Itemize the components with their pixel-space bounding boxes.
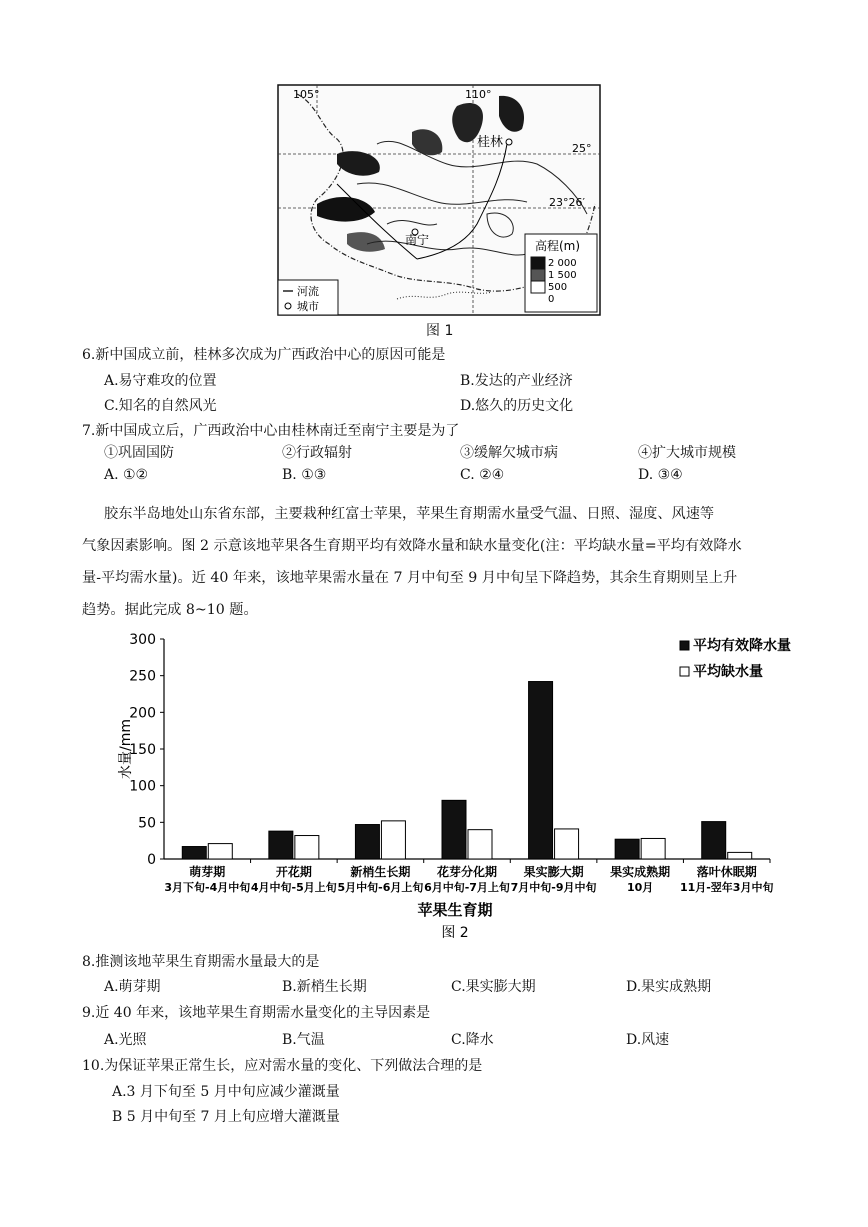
question-10-stem: 10.为保证苹果正常生长，应对需水量的变化、下列做法合理的是 bbox=[82, 1058, 483, 1074]
bar-effective-precipitation bbox=[269, 831, 293, 859]
x-tick-label-period: 10月 bbox=[626, 881, 654, 894]
bar-effective-precipitation bbox=[529, 682, 553, 859]
elevation-legend bbox=[525, 234, 597, 312]
bar-effective-precipitation bbox=[442, 800, 466, 859]
bar-water-deficit bbox=[468, 830, 492, 859]
intro-line-1: 胶东半岛地处山东省东部，主要栽种红富士苹果，苹果生育期需水量受气温、日照、湿度、风速等 bbox=[104, 506, 715, 522]
y-tick-label: 250 bbox=[129, 668, 156, 685]
question-7-stem: 7.新中国成立后，广西政治中心由桂林南迁至南宁主要是为了 bbox=[82, 423, 460, 439]
y-tick-label: 200 bbox=[129, 705, 156, 722]
x-tick-label-stage: 果实膨大期 bbox=[523, 865, 584, 879]
legend-level-500: 500 bbox=[548, 282, 568, 293]
y-tick-label: 100 bbox=[129, 778, 156, 795]
bar-effective-precipitation bbox=[702, 822, 726, 859]
bar-water-deficit bbox=[295, 836, 319, 859]
q7-item-2: ②行政辐射 bbox=[282, 445, 352, 461]
q7-option-b: B. ①③ bbox=[282, 467, 327, 483]
x-axis-label: 苹果生育期 bbox=[417, 901, 493, 919]
q6-option-a: A.易守难攻的位置 bbox=[104, 373, 217, 389]
lat-25-label: 25° bbox=[572, 142, 592, 155]
legend-title: 高程(m) bbox=[535, 239, 581, 253]
q7-option-d: D. ③④ bbox=[638, 467, 683, 483]
x-tick-label-stage: 新梢生长期 bbox=[350, 865, 411, 879]
lat-23-label: 23°26′ bbox=[549, 196, 585, 209]
y-tick-label: 150 bbox=[129, 742, 156, 758]
q7-item-1: ①巩固国防 bbox=[104, 445, 174, 461]
legend-label: 平均缺水量 bbox=[693, 664, 763, 680]
x-tick-label-stage: 落叶休眠期 bbox=[696, 865, 757, 879]
bar-effective-precipitation bbox=[355, 825, 379, 859]
y-tick-label: 50 bbox=[138, 815, 156, 832]
legend-label: 平均有效降水量 bbox=[693, 638, 791, 654]
x-tick-label-period: 4月中旬-5月上旬 bbox=[250, 881, 337, 894]
figure-1-caption: 图 1 bbox=[426, 323, 454, 339]
figure-2-caption: 图 2 bbox=[441, 925, 469, 941]
q9-option-d: D.风速 bbox=[626, 1032, 670, 1048]
question-9-stem: 9.近 40 年来，该地苹果生育期需水量变化的主导因素是 bbox=[82, 1005, 431, 1021]
question-6-stem: 6.新中国成立前，桂林多次成为广西政治中心的原因可能是 bbox=[82, 347, 446, 363]
q7-item-3: ③缓解欠城市病 bbox=[460, 445, 558, 461]
bar-water-deficit bbox=[641, 838, 665, 859]
q10-option-a: A.3 月下旬至 5 月中旬应减少灌溉量 bbox=[112, 1084, 340, 1100]
x-tick-label-period: 11月-翌年3月中旬 bbox=[679, 881, 774, 894]
q6-option-d: D.悠久的历史文化 bbox=[460, 398, 574, 414]
x-tick-label-period: 5月中旬-6月上旬 bbox=[337, 881, 424, 894]
bar-water-deficit bbox=[728, 852, 752, 859]
y-tick-label: 0 bbox=[147, 852, 156, 868]
city-guilin-label: 桂林 bbox=[477, 135, 504, 150]
q8-option-b: B.新梢生长期 bbox=[282, 979, 367, 995]
lon-105-label: 105° bbox=[293, 88, 320, 101]
q7-option-c: C. ②④ bbox=[460, 467, 505, 483]
legend-swatch bbox=[680, 667, 689, 676]
x-tick-label-stage: 萌芽期 bbox=[189, 865, 226, 879]
q6-option-b: B.发达的产业经济 bbox=[460, 373, 573, 389]
figure-1-map bbox=[277, 84, 601, 316]
q9-option-a: A.光照 bbox=[104, 1032, 147, 1048]
lon-110-label: 110° bbox=[465, 88, 492, 101]
q6-option-c: C.知名的自然风光 bbox=[104, 398, 217, 414]
legend-city: 城市 bbox=[297, 300, 319, 313]
city-nanning-label: 南宁 bbox=[405, 233, 430, 247]
bar-effective-precipitation bbox=[615, 839, 639, 859]
legend-level-2000: 2 000 bbox=[548, 258, 577, 269]
q8-option-c: C.果实膨大期 bbox=[451, 979, 536, 995]
legend-swatch bbox=[680, 641, 689, 650]
q9-option-c: C.降水 bbox=[451, 1032, 494, 1048]
y-tick-label: 300 bbox=[129, 632, 156, 648]
q10-option-b: B 5 月中旬至 7 月上旬应增大灌溉量 bbox=[112, 1109, 340, 1125]
bar-water-deficit bbox=[208, 844, 232, 859]
symbol-legend bbox=[278, 280, 338, 315]
q7-item-4: ④扩大城市规模 bbox=[638, 445, 736, 461]
legend-river: 河流 bbox=[297, 285, 319, 298]
bar-water-deficit bbox=[381, 821, 405, 859]
legend-level-0: 0 bbox=[548, 294, 555, 305]
y-axis-label: 水量/mm bbox=[118, 719, 134, 779]
question-8-stem: 8.推测该地苹果生育期需水量最大的是 bbox=[82, 954, 320, 970]
q9-option-b: B.气温 bbox=[282, 1032, 325, 1048]
x-tick-label-stage: 果实成熟期 bbox=[610, 865, 671, 879]
intro-line-2: 气象因素影响。图 2 示意该地苹果各生育期平均有效降水量和缺水量变化(注：平均缺水量=平均有效降水 bbox=[82, 538, 742, 554]
x-tick-label-period: 7月中旬-9月中旬 bbox=[510, 881, 597, 894]
intro-line-3: 量-平均需水量)。近 40 年来，该地苹果需水量在 7 月中旬至 9 月中旬呈下降趋势，其余生育期则呈上升 bbox=[82, 570, 738, 586]
figure-2-chart bbox=[100, 628, 820, 948]
intro-line-4: 趋势。据此完成 8~10 题。 bbox=[82, 602, 258, 618]
x-tick-label-stage: 开花期 bbox=[275, 865, 312, 879]
x-tick-label-period: 6月中旬-7月上旬 bbox=[424, 881, 510, 894]
x-tick-label-period: 3月下旬-4月中旬 bbox=[164, 881, 251, 894]
x-tick-label-stage: 花芽分化期 bbox=[436, 865, 498, 879]
bar-effective-precipitation bbox=[182, 847, 206, 859]
q7-option-a: A. ①② bbox=[104, 467, 149, 483]
legend-level-1500: 1 500 bbox=[548, 270, 577, 281]
bar-water-deficit bbox=[555, 829, 579, 859]
q8-option-a: A.萌芽期 bbox=[104, 979, 161, 995]
q8-option-d: D.果实成熟期 bbox=[626, 979, 712, 995]
